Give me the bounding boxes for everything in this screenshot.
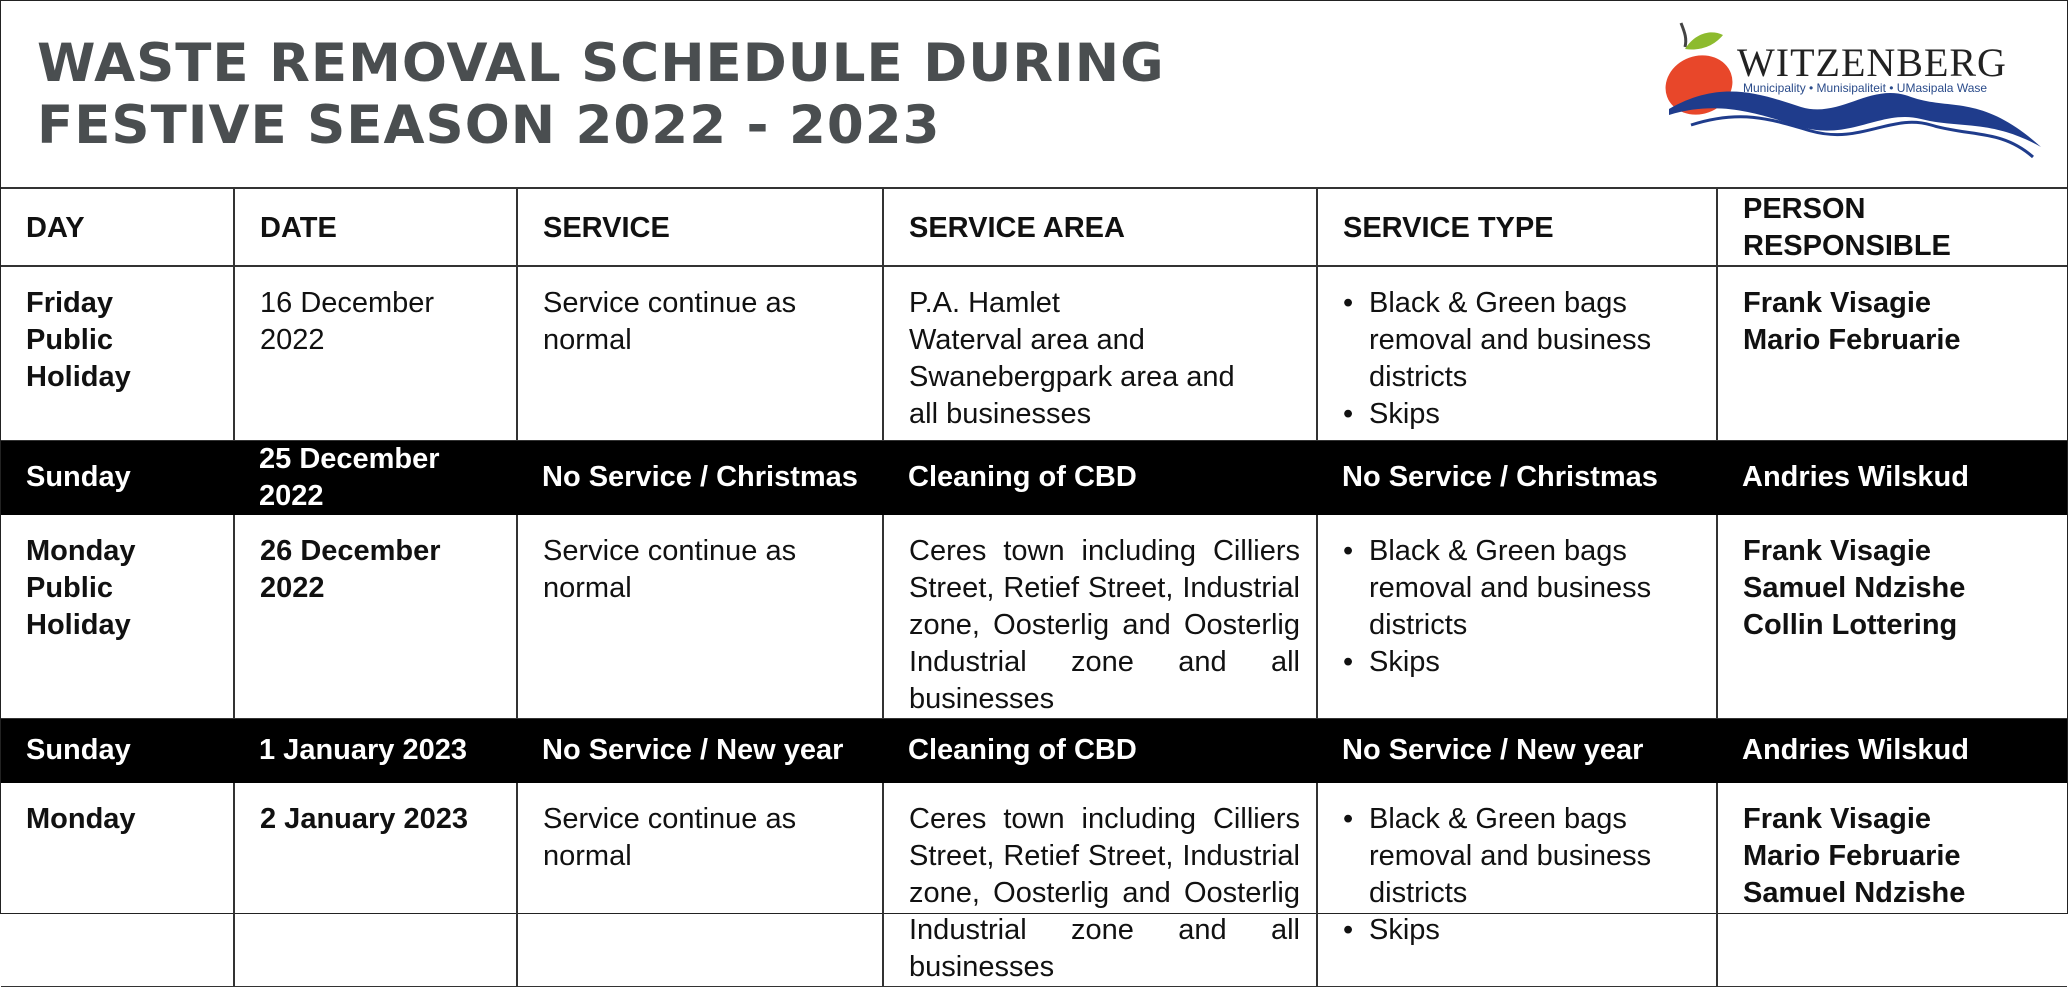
area-line: all businesses <box>909 398 1092 430</box>
column-header-date: DATE <box>234 189 517 266</box>
column-header-service: SERVICE <box>517 189 883 266</box>
schedule-table <box>1 189 2067 987</box>
date-cell: 1 January 2023 <box>234 718 517 783</box>
logo-subtitle: Municipality • Munisipaliteit • UMasipala Wase <box>1743 81 1988 95</box>
person-name: Frank Visagie <box>1743 287 1932 319</box>
service-cell: Service continue as normal <box>517 515 883 719</box>
title-line-2: FESTIVE SEASON 2022 - 2023 <box>37 95 941 156</box>
date-cell: 2 January 2023 <box>234 783 517 987</box>
list-item: • Skips <box>1369 912 1700 949</box>
table-row <box>1 515 2067 719</box>
person-name: Collin Lottering <box>1743 608 1958 641</box>
person-name: Frank Visagie <box>1743 534 1932 567</box>
date-cell: 16 December 2022 <box>234 266 517 440</box>
person-name: Samuel Ndzishe <box>1743 571 1966 604</box>
person-name: Samuel Ndzishe <box>1743 876 1966 909</box>
person-cell: Andries Wilskud <box>1717 718 2067 783</box>
holiday-label: Public Holiday <box>26 571 131 641</box>
service-cell: No Service / Christmas <box>517 440 883 515</box>
logo-name: WITZENBERG <box>1737 40 2007 85</box>
service-type-cell <box>1317 783 1717 987</box>
service-type-list <box>1343 285 1700 433</box>
page-title <box>37 33 1165 157</box>
day-label: Monday <box>26 534 136 567</box>
title-line-1: WASTE REMOVAL SCHEDULE DURING <box>37 33 1165 94</box>
list-item: • Black & Green bags removal and business districts <box>1369 533 1700 644</box>
service-type-list <box>1343 533 1700 681</box>
day-cell <box>1 266 234 440</box>
service-type-cell <box>1317 515 1717 719</box>
person-name: Frank Visagie <box>1743 802 1932 835</box>
table-row-highlight <box>1 718 2067 783</box>
person-cell: Andries Wilskud <box>1717 440 2067 515</box>
list-item: • Skips <box>1369 644 1700 681</box>
person-name: Mario Februarie <box>1743 839 1961 872</box>
service-area-cell: Ceres town including Cilliers Street, Retief Street, Industrial zone, Oosterlig and Oosterlig Industrial zone and all businesses <box>883 783 1317 987</box>
table-row-highlight <box>1 440 2067 515</box>
service-cell: No Service / New year <box>517 718 883 783</box>
holiday-label: Public Holiday <box>26 324 131 393</box>
service-cell: Service continue as normal <box>517 783 883 987</box>
date-cell: 25 December 2022 <box>234 440 517 515</box>
service-type-cell <box>1317 266 1717 440</box>
service-type-list <box>1343 801 1700 949</box>
column-header-person-responsible: PERSON RESPONSIBLE <box>1717 189 2067 266</box>
service-cell: Service continue as normal <box>517 266 883 440</box>
day-label: Friday <box>26 287 114 319</box>
service-area-cell: Cleaning of CBD <box>883 718 1317 783</box>
column-header-service-area: SERVICE AREA <box>883 189 1317 266</box>
list-item: • Black & Green bags removal and business districts <box>1369 801 1700 912</box>
witzenberg-logo <box>1661 19 2051 169</box>
column-header-service-type: SERVICE TYPE <box>1317 189 1717 266</box>
person-cell <box>1717 783 2067 987</box>
service-area-cell: Cleaning of CBD <box>883 440 1317 515</box>
day-cell <box>1 783 234 987</box>
table-row <box>1 783 2067 987</box>
area-line: Waterval area and <box>909 324 1145 356</box>
service-type-cell: No Service / New year <box>1317 718 1717 783</box>
service-type-cell: No Service / Christmas <box>1317 440 1717 515</box>
column-header-day: DAY <box>1 189 234 266</box>
person-name: Mario Februarie <box>1743 324 1961 356</box>
person-cell <box>1717 515 2067 719</box>
header <box>1 1 2067 189</box>
table-header-row <box>1 189 2067 266</box>
day-label: Monday <box>26 802 136 835</box>
area-line: Swanebergpark area and <box>909 361 1235 393</box>
person-cell <box>1717 266 2067 440</box>
date-cell: 26 December 2022 <box>234 515 517 719</box>
service-area-cell: Ceres town including Cilliers Street, Retief Street, Industrial zone, Oosterlig and Oosterlig Industrial zone and all businesses <box>883 515 1317 719</box>
day-cell: Sunday <box>1 440 234 515</box>
service-area-cell <box>883 266 1317 440</box>
list-item: • Black & Green bags removal and business districts <box>1369 285 1700 396</box>
area-line: P.A. Hamlet <box>909 287 1060 319</box>
day-cell: Sunday <box>1 718 234 783</box>
list-item: • Skips <box>1369 396 1700 433</box>
table-row <box>1 266 2067 440</box>
day-cell <box>1 515 234 719</box>
